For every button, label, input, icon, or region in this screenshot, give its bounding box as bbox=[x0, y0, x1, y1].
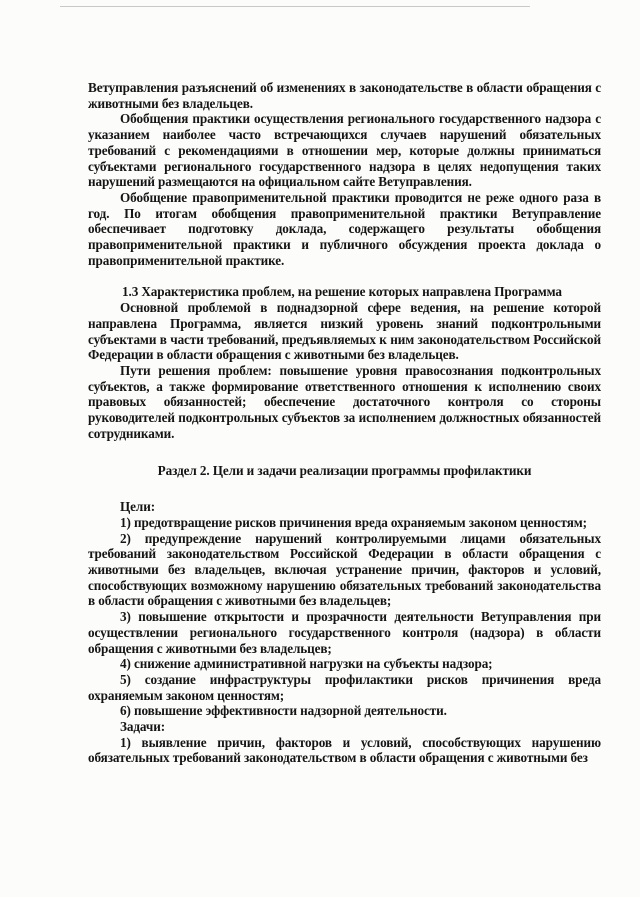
goal-item-3: 3) повышение открытости и прозрачности деятельности Ветуправления при осуществлении регионального государственного контроля (надзора) в области обращения с животными без владельцев; bbox=[88, 609, 601, 656]
document-body bbox=[88, 80, 601, 766]
goal-item-6: 6) повышение эффективности надзорной деятельности. bbox=[120, 703, 447, 719]
paragraph-continuation: Ветуправления разъяснений об изменениях в законодательстве в области обращения с животными без владельцев. bbox=[88, 80, 601, 111]
paragraph-practice-generalization: Обобщения практики осуществления регионального государственного надзора с указанием наиболее часто встречающихся случаев нарушений обязательных требований с рекомендациями в отношении мер, которые должны приниматься субъектами регионального государственного надзора в целях недопущения таких нарушений размещаются на официальном сайте Ветуправления. bbox=[88, 111, 601, 190]
section-2-title: Раздел 2. Цели и задачи реализации программы профилактики bbox=[157, 463, 532, 479]
heading-1-3: 1.3 Характеристика проблем, на решение которых направлена Программа bbox=[122, 284, 562, 300]
goal-item-1: 1) предотвращение рисков причинения вреда охраняемым законом ценностям; bbox=[120, 514, 587, 530]
paragraph-generalization-frequency: Обобщение правоприменительной практики проводится не реже одного раза в год. По итогам обобщения правоприменительной практики Ветуправление обеспечивает подготовку доклада, содержащего результаты обобщения правоприменительной практики и публичного обсуждения проекта доклада о правоприменительной практике. bbox=[88, 189, 601, 268]
goal-item-4: 4) снижение административной нагрузки на субъекты надзора; bbox=[120, 656, 493, 672]
goal-item-2: 2) предупреждение нарушений контролируемыми лицами обязательных требований законодательством Российской Федерации в области обращения с животными без владельцев, включая устранение причин, факторов и условий, способствующих возможному нарушению обязательных требований законодательства в области обращения с животными без владельцев; bbox=[88, 530, 601, 609]
goals-label: Цели: bbox=[120, 499, 155, 515]
paragraph-solutions: Пути решения проблем: повышение уровня правосознания подконтрольных субъектов, а также формирование ответственного отношения к исполнению своих правовых обязанностей; обеспечение достаточного контроля со стороны руководителей подконтрольных субъектов за исполнением должностных обязанностей сотрудниками. bbox=[88, 362, 601, 441]
task-item-1: 1) выявление причин, факторов и условий, способствующих нарушению обязательных требований законодательством в области обращения с животными без bbox=[88, 734, 601, 766]
paragraph-main-problem: Основной проблемой в поднадзорной сфере ведения, на решение которой направлена Программа, является низкий уровень знаний подконтрольными субъектами в части требований, предъявляемых к ним законодательством Российской Федерации в области обращения с животными без владельцев. bbox=[88, 300, 601, 363]
tasks-label: Задачи: bbox=[120, 719, 166, 735]
goal-item-5: 5) создание инфраструктуры профилактики рисков причинения вреда охраняемым законом ценностям; bbox=[88, 671, 601, 703]
scan-edge-line bbox=[60, 6, 530, 7]
